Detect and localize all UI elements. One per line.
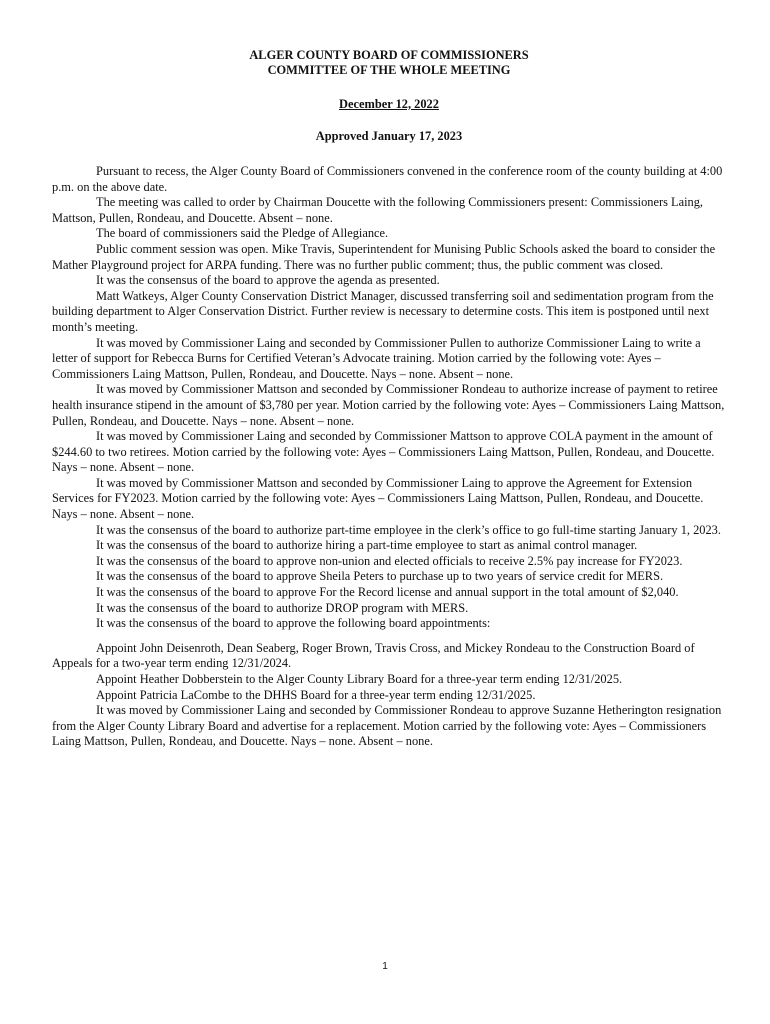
section-spacer [52,632,726,641]
minutes-paragraph: It was the consensus of the board to approve the agenda as presented. [96,273,440,288]
document-page [52,48,726,750]
minutes-paragraph: It was moved by Commissioner Mattson and seconded by Commissioner Rondeau to authorize increase of payment to retiree health insurance stipend in the amount of $3,780 per year. Motion carried by the following vote: Ayes – Commissioners Laing Mattson, Pullen, Rondeau, and Doucette. Nays – none. Absent – none. [52,382,725,428]
minutes-paragraph: Pursuant to recess, the Alger County Board of Commissioners convened in the conference room of the county building at 4:00 p.m. on the above date. [52,164,723,194]
minutes-paragraph: Matt Watkeys, Alger County Conservation District Manager, discussed transferring soil and sedimentation program from the building department to Alger Conservation District. Further review is necessary to determine costs. This item is postponed until next month’s meeting. [52,288,714,334]
minutes-paragraph: It was the consensus of the board to approve Sheila Peters to purchase up to two years of service credit for MERS. [96,569,664,584]
appointment-paragraph: Appoint John Deisenroth, Dean Seaberg, Roger Brown, Travis Cross, and Mickey Rondeau to the Construction Board of Appeals for a two-year term ending 12/31/2024. [52,640,695,671]
minutes-paragraph: It was moved by Commissioner Mattson and seconded by Commissioner Laing to approve the Agreement for Extension Services for FY2023. Motion carried by the following vote: Ayes – Commissioners Laing Mattson, Pullen, Rondeau, and Doucette. Nays – none. Absent – none. [52,475,704,522]
minutes-body [52,164,726,750]
minutes-paragraph: It was the consensus of the board to authorize part-time employee in the clerk’s office to go full-time starting January 1, 2023. [96,522,721,537]
minutes-paragraph: The meeting was called to order by Chairman Doucette with the following Commissioners present: Commissioners Laing, Mattson, Pullen, Rondeau, and Doucette. Absent – none. [52,195,704,225]
approval-date: Approved January 17, 2023 [315,129,463,144]
appointment-paragraph: Appoint Heather Dobberstein to the Alger County Library Board for a three-year term ending 12/31/2025. [96,672,623,686]
meeting-title: COMMITTEE OF THE WHOLE MEETING [267,63,511,78]
minutes-paragraph: It was moved by Commissioner Laing and seconded by Commissioner Mattson to approve COLA payment in the amount of $244.60 to two retirees. Motion carried by the following vote: Ayes – Commissioners Laing Mattson, Pullen, Rondeau, and Doucette. Nays – none. Absent – none. [52,429,715,475]
appointment-paragraph: Appoint Patricia LaCombe to the DHHS Board for a three-year term ending 12/31/2025. [96,687,536,702]
minutes-paragraph: It was the consensus of the board to approve non-union and elected officials to receive 2.5% pay increase for FY2023. [96,553,683,568]
minutes-paragraph: It was the consensus of the board to authorize hiring a part-time employee to start as animal control manager. [96,538,638,553]
minutes-paragraph: It was the consensus of the board to approve the following board appointments: [96,616,491,631]
minutes-paragraph: It was the consensus of the board to approve For the Record license and annual support in the total amount of $2,040. [96,585,679,600]
minutes-paragraph: The board of commissioners said the Pledge of Allegiance. [96,226,389,241]
meeting-date: December 12, 2022 [339,96,439,111]
appointment-paragraph: It was moved by Commissioner Laing and seconded by Commissioner Rondeau to approve Suzanne Hetherington resignation from the Alger County Library Board and advertise for a replacement. Motion carried by the following vote: Ayes – Commissioners Laing Mattson, Pullen, Rondeau, and Doucette. Nays – none. Absent – none. [52,703,722,749]
board-title: ALGER COUNTY BOARD OF COMMISSIONERS [249,48,529,62]
minutes-paragraph: Public comment session was open. Mike Travis, Superintendent for Munising Public Schools asked the board to consider the Mather Playground project for ARPA funding. There was no further public comment; thus, the public comment was closed. [52,241,716,272]
minutes-paragraph: It was moved by Commissioner Laing and seconded by Commissioner Pullen to authorize Commissioner Laing to write a letter of support for Rebecca Burns for Certified Veteran’s Advocate training. Motion carried by the following vote: Ayes – Commissioners Laing Mattson, Pullen, Rondeau, and Doucette. Nays – none. Absent – none. [52,335,701,381]
page-number: 1 [382,961,388,972]
minutes-paragraph: It was the consensus of the board to authorize DROP program with MERS. [96,600,469,615]
